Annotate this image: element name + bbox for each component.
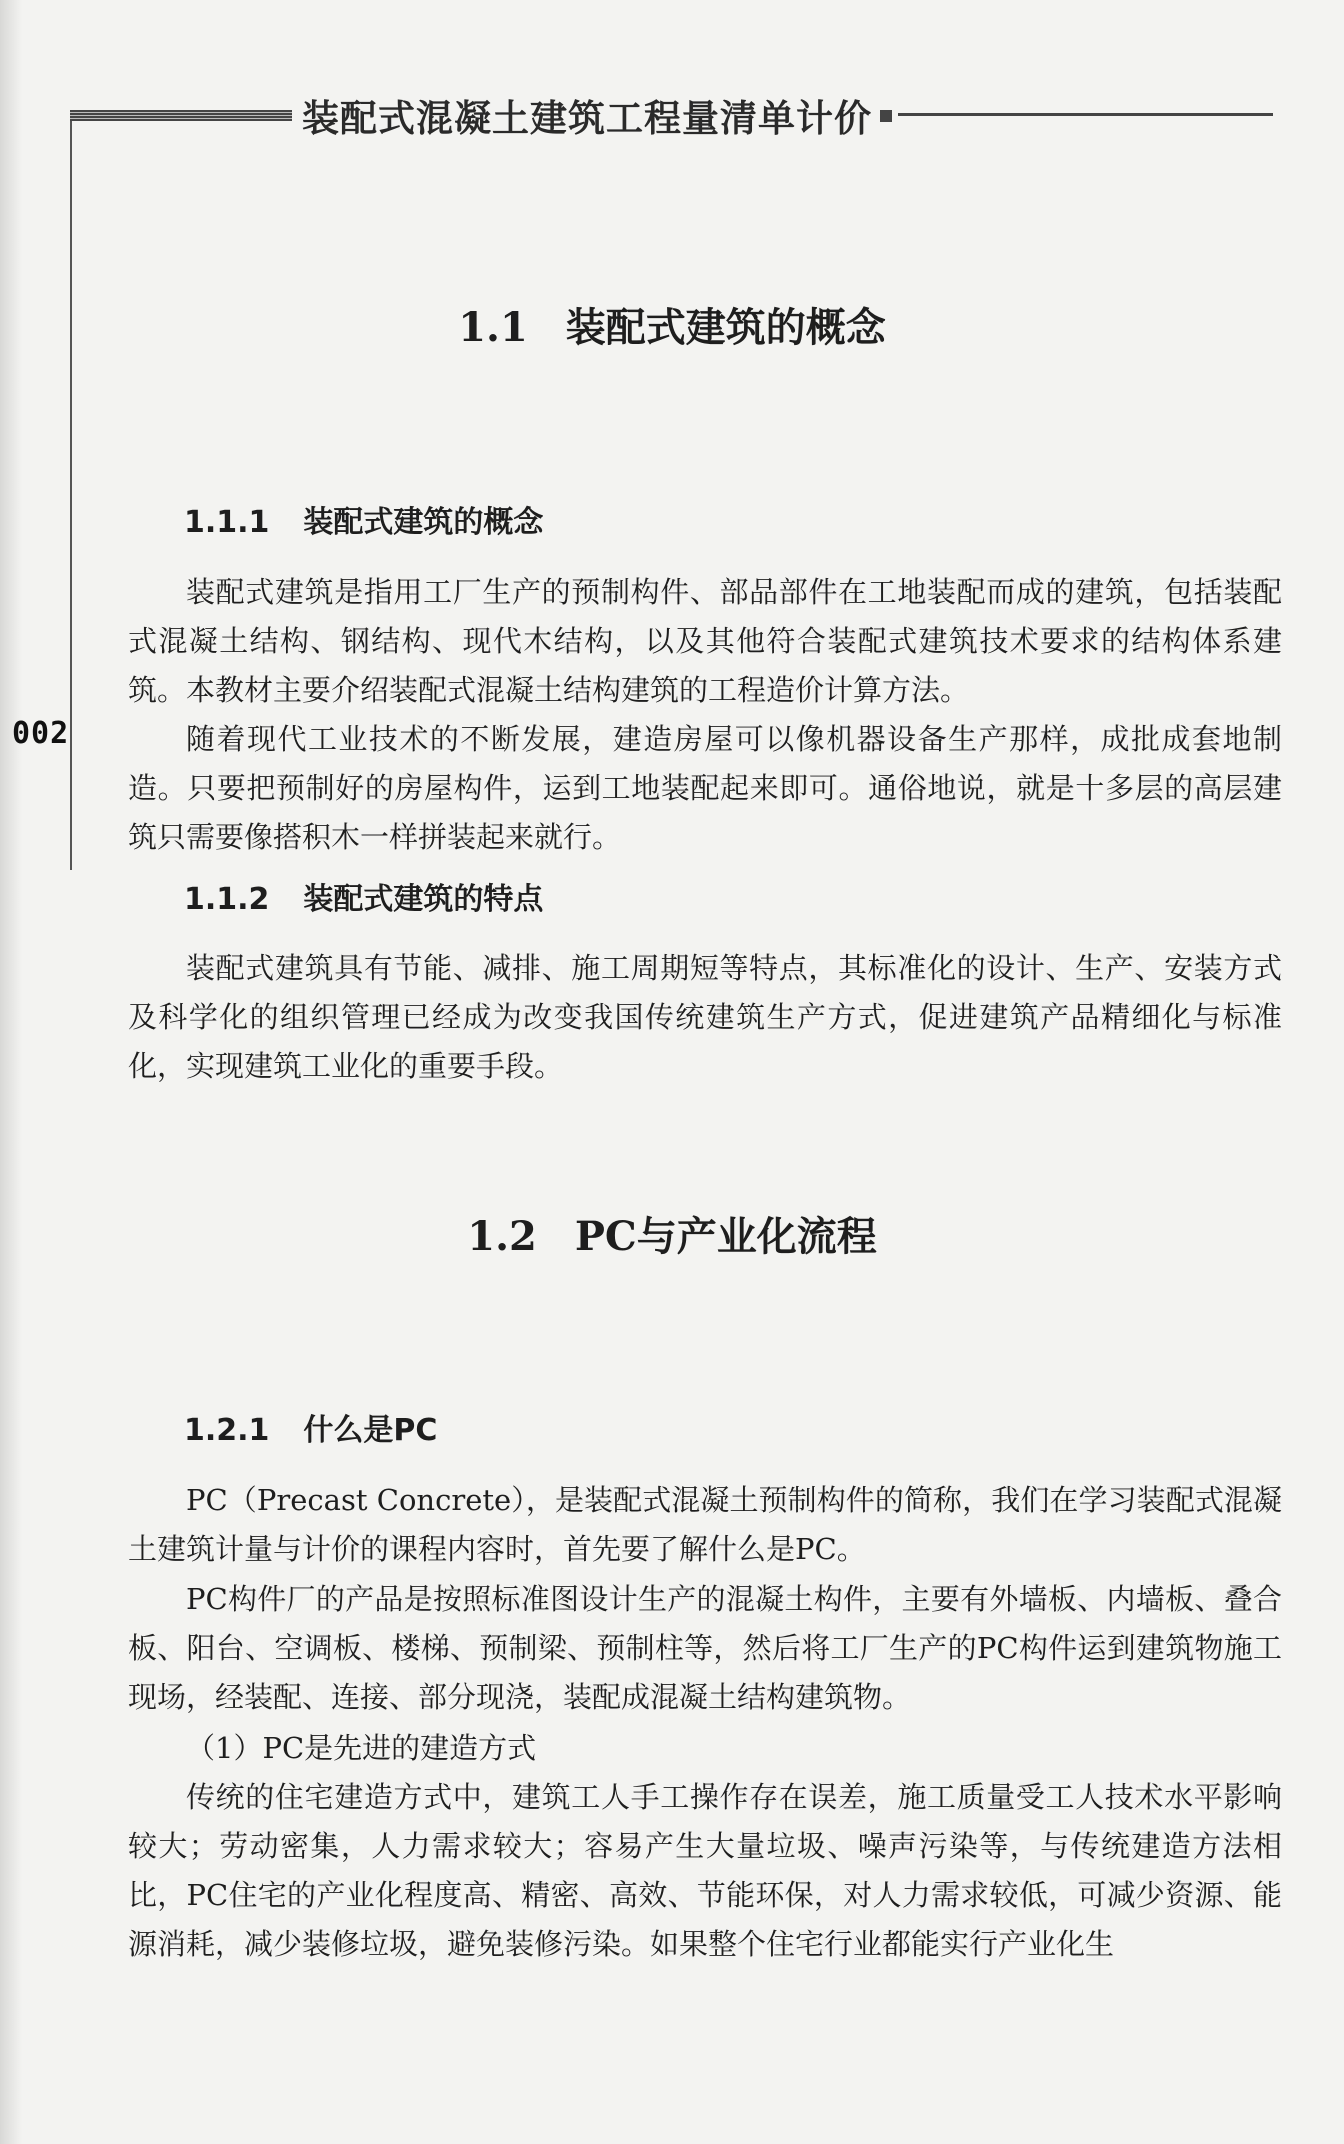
paragraph: PC（Precast Concrete），是装配式混凝土预制构件的简称，我们在学习装配式混凝土建筑计量与计价的课程内容时，首先要了解什么是PC。: [128, 1483, 1282, 1566]
page-number: 002: [12, 716, 70, 751]
subsection-title-1-1-1: [184, 497, 543, 541]
header-rule-left: [70, 110, 292, 121]
section-heading: PC与产业化流程: [574, 1213, 877, 1260]
paragraph: 传统的住宅建造方式中，建筑工人手工操作存在误差，施工质量受工人技术水平影响较大；劳动密集，人力需求较大；容易产生大量垃圾、噪声污染等，与传统建造方法相比，PC住宅的产业化程度高、精密、高效、节能环保，对人力需求较低，可减少资源、能源消耗，减少装修垃圾，避免装修污染。如果整个住宅行业都能实行产业化生: [128, 1780, 1282, 1961]
header-rule-right: [898, 113, 1273, 116]
running-header-title: 装配式混凝土建筑工程量清单计价: [302, 97, 872, 140]
subsection-number: 1.1.2: [184, 882, 270, 917]
subsection-heading: 什么是PC: [303, 1413, 438, 1448]
section-number: 1.1: [458, 304, 528, 351]
section-title-1-1: [0, 296, 1344, 353]
subsection-heading: 装配式建筑的特点: [303, 882, 544, 917]
margin-rule: [70, 112, 72, 870]
paragraph: PC构件厂的产品是按照标准图设计生产的混凝土构件，主要有外墙板、内墙板、叠合板、阳台、空调板、楼梯、预制梁、预制柱等，然后将工厂生产的PC构件运到建筑物施工现场，经装配、连接、部分现浇，装配成混凝土结构建筑物。: [128, 1582, 1282, 1714]
paragraph: 装配式建筑具有节能、减排、施工周期短等特点，其标准化的设计、生产、安装方式及科学化的组织管理已经成为改变我国传统建筑生产方式，促进建筑产品精细化与标准化，实现建筑工业化的重要手段。: [128, 951, 1282, 1083]
header-square-ornament: [880, 110, 892, 122]
subsection-heading: 装配式建筑的概念: [303, 505, 544, 540]
paragraph: （1）PC是先进的建造方式: [186, 1731, 537, 1765]
subsection-title-1-1-2: [184, 874, 543, 918]
subsection-number: 1.1.1: [184, 505, 270, 540]
section-number: 1.2: [467, 1213, 537, 1260]
section-heading: 装配式建筑的概念: [565, 304, 886, 351]
paragraph: 装配式建筑是指用工厂生产的预制构件、部品部件在工地装配而成的建筑，包括装配式混凝土结构、钢结构、现代木结构，以及其他符合装配式建筑技术要求的结构体系建筑。本教材主要介绍装配式混凝土结构建筑的工程造价计算方法。: [128, 575, 1282, 707]
subsection-title-1-2-1: [184, 1405, 437, 1449]
section-title-1-2: [0, 1205, 1344, 1262]
paragraph: 随着现代工业技术的不断发展，建造房屋可以像机器设备生产那样，成批成套地制造。只要把预制好的房屋构件，运到工地装配起来即可。通俗地说，就是十多层的高层建筑只需要像搭积木一样拼装起来就行。: [128, 722, 1282, 854]
subsection-number: 1.2.1: [184, 1413, 270, 1448]
